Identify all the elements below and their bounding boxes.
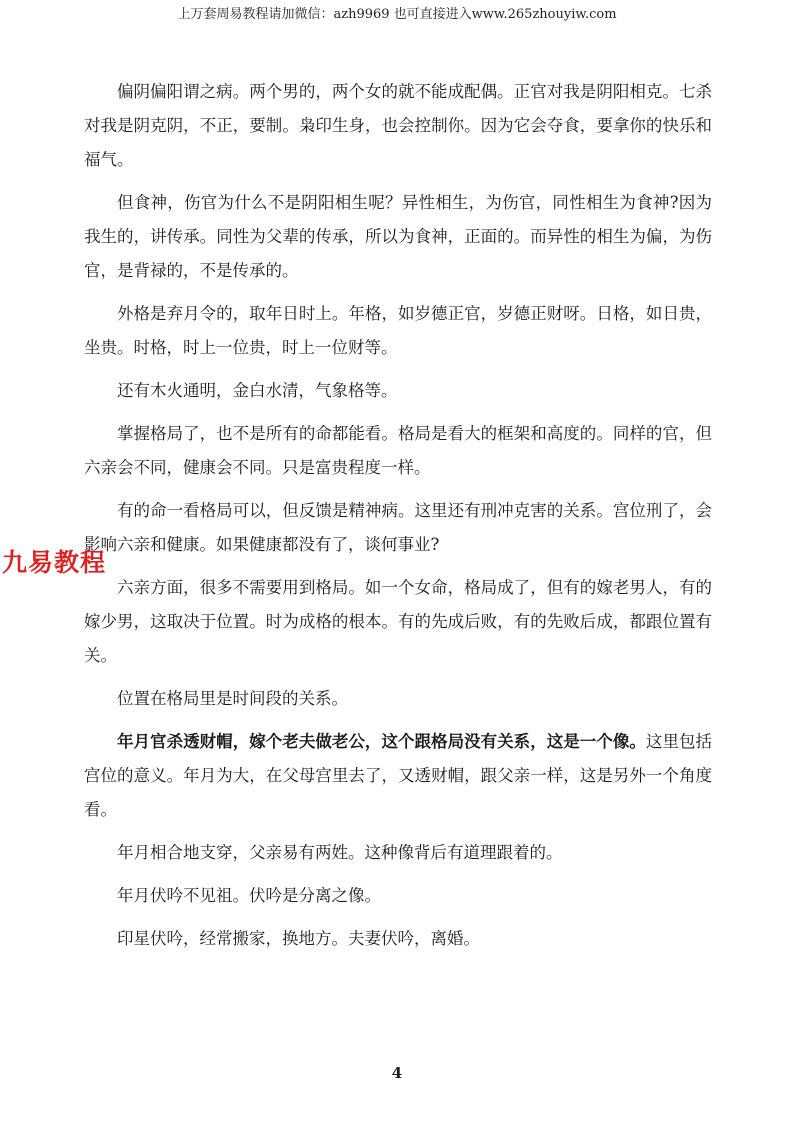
paragraph-6: 有的命一看格局可以，但反馈是精神病。这里还有刑冲克害的关系。宫位刑了，会影响六亲和健康。如果健康都没有了，谈何事业? <box>84 501 712 554</box>
page-number: 4 <box>391 1064 403 1082</box>
bold-emphasis: 年月官杀透财帽，嫁个老夫做老公，这个跟格局没有关系，这是一个像。 <box>117 732 646 751</box>
paragraph-8: 位置在格局里是时间段的关系。 <box>117 689 348 708</box>
page-header: 上万套周易教程请加微信：azh9969 也可直接进入www.265zhouyiw.com <box>177 7 617 22</box>
paragraph-5: 掌握格局了，也不是所有的命都能看。格局是看大的框架和高度的。同样的官，但六亲会不同，健康会不同。只是富贵程度一样。 <box>84 424 712 477</box>
paragraph-3: 外格是弃月令的，取年日时上。年格，如岁德正官，岁德正财呀。日格，如日贵，坐贵。时格，时上一位贵，时上一位财等。 <box>84 304 712 357</box>
paragraph-1: 偏阴偏阳谓之病。两个男的，两个女的就不能成配偶。正官对我是阴阳相克。七杀对我是阴克阴，不正，要制。枭印生身，也会控制你。因为它会夺食，要拿你的快乐和福气。 <box>84 82 712 169</box>
paragraph-11: 年月伏吟不见祖。伏吟是分离之像。 <box>117 886 381 905</box>
paragraph-9 <box>84 725 712 827</box>
document-body <box>84 75 712 965</box>
watermark-logo: 九易教程 <box>2 548 107 577</box>
paragraph-12: 印星伏吟，经常搬家，换地方。夫妻伏吟，离婚。 <box>117 929 480 948</box>
paragraph-4: 还有木火通明，金白水清，气象格等。 <box>117 381 398 400</box>
paragraph-9-rest: 这里包括宫位的意义。年月为大，在父母宫里去了，又透财帽，跟父亲一样，这是另外一个角度看。 <box>84 732 713 819</box>
paragraph-7: 六亲方面，很多不需要用到格局。如一个女命，格局成了，但有的嫁老男人，有的嫁少男，这取决于位置。时为成格的根本。有的先成后败，有的先败后成，都跟位置有关。 <box>84 578 712 665</box>
paragraph-10: 年月相合地支穿，父亲易有两姓。这种像背后有道理跟着的。 <box>117 843 563 862</box>
paragraph-2: 但食神，伤官为什么不是阴阳相生呢？异性相生，为伤官，同性相生为食神?因为我生的，讲传承。同性为父辈的传承，所以为食神，正面的。而异性的相生为偏，为伤官，是背禄的，不是传承的。 <box>84 193 712 280</box>
